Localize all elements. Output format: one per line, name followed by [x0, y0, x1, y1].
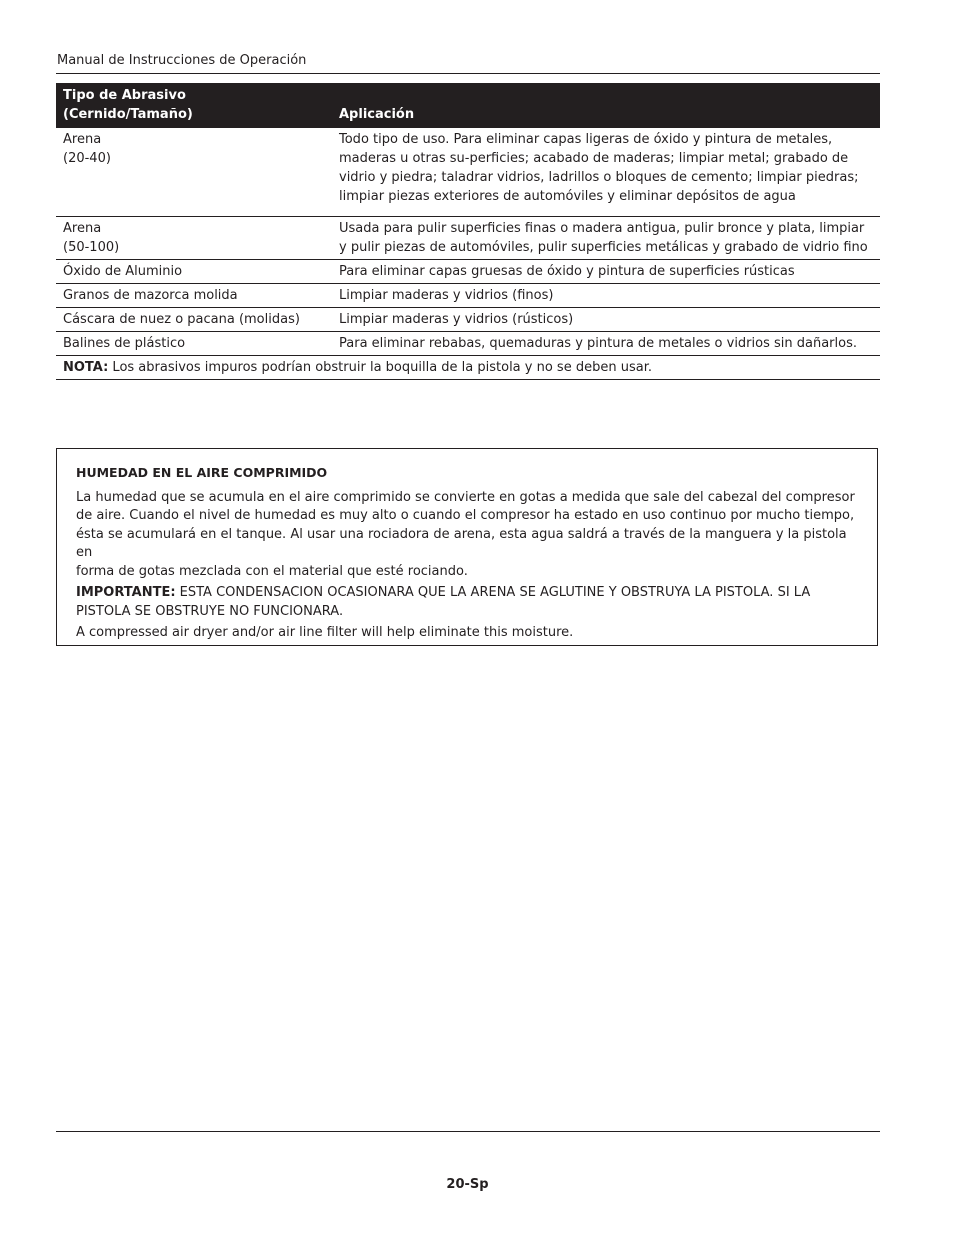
note-label: NOTA: [63, 360, 109, 375]
notice-dryer-tip: A compressed air dryer and/or air line filter will help eliminate this moisture. [76, 625, 574, 640]
table-note-row [56, 356, 880, 380]
important-label: IMPORTANTE: [76, 585, 176, 600]
running-header: Manual de Instrucciones de Operación [57, 53, 307, 68]
table-row [56, 284, 880, 308]
notice-important: IMPORTANTE: ESTA CONDENSACION OCASIONARA QUE LA ARENA SE AGLUTINE Y OBSTRUYA LA PISTOLA. SI LA PISTOLA SE OBSTRUYE NO FUNCIONARA. [76, 585, 811, 619]
footer-divider [56, 1131, 880, 1132]
abrasive-type-cell: Balines de plástico [56, 332, 332, 356]
abrasive-type-cell: Granos de mazorca molida [56, 284, 332, 308]
column-header-application: Aplicación [332, 83, 880, 128]
notice-paragraph: La humedad que se acumula en el aire comprimido se convierte en gotas a medida que sale del cabezal del compresor de aire. Cuando el nivel de humedad es muy alto o cuando el compresor ha estado en uso continuo por mucho tiempo, ésta se acumulará en el tanque. Al usar una rociadora de arena, esta agua saldrá a través de la manguera y la pistola en forma de gotas mezclada con el material que esté rociando. [76, 489, 855, 579]
abrasive-table [56, 83, 880, 380]
table-note [56, 356, 880, 380]
application-cell: Para eliminar rebabas, quemaduras y pintura de metales o vidrios sin dañarlos. [332, 332, 880, 356]
abrasive-type-cell: Óxido de Aluminio [56, 260, 332, 284]
table-row [56, 308, 880, 332]
table-header-row [56, 83, 880, 128]
abrasive-type-cell: Cáscara de nuez o pacana (molidas) [56, 308, 332, 332]
page-number: 20-Sp [446, 1177, 489, 1192]
abrasive-type-cell: Arena (50-100) [56, 217, 332, 260]
table-row [56, 332, 880, 356]
application-cell: Limpiar maderas y vidrios (rústicos) [332, 308, 880, 332]
table-row [56, 217, 880, 260]
note-text: Los abrasivos impuros podrían obstruir la boquilla de la pistola y no se deben usar. [108, 360, 652, 375]
application-cell: Todo tipo de uso. Para eliminar capas ligeras de óxido y pintura de metales, maderas u otras su-perficies; acabado de maderas; limpiar metal; grabado de vidrio y piedra; taladrar vidrios, ladrillos o bloques de cemento; limpiar piedras; limpiar piezas exteriores de automóviles y eliminar depósitos de agua [332, 128, 880, 217]
notice-title: HUMEDAD EN EL AIRE COMPRIMIDO [76, 465, 328, 480]
table-row [56, 128, 880, 217]
abrasive-type-cell: Arena (20-40) [56, 128, 332, 217]
application-cell: Para eliminar capas gruesas de óxido y pintura de superficies rústicas [332, 260, 880, 284]
header-divider [56, 73, 880, 74]
table-row [56, 260, 880, 284]
application-cell: Limpiar maderas y vidrios (finos) [332, 284, 880, 308]
column-header-type: Tipo de Abrasivo (Cernido/Tamaño) [56, 83, 332, 128]
moisture-notice-box [56, 448, 878, 646]
application-cell: Usada para pulir superficies finas o madera antigua, pulir bronce y plata, limpiar y pulir piezas de automóviles, pulir superficies metálicas y grabado de vidrio fino [332, 217, 880, 260]
